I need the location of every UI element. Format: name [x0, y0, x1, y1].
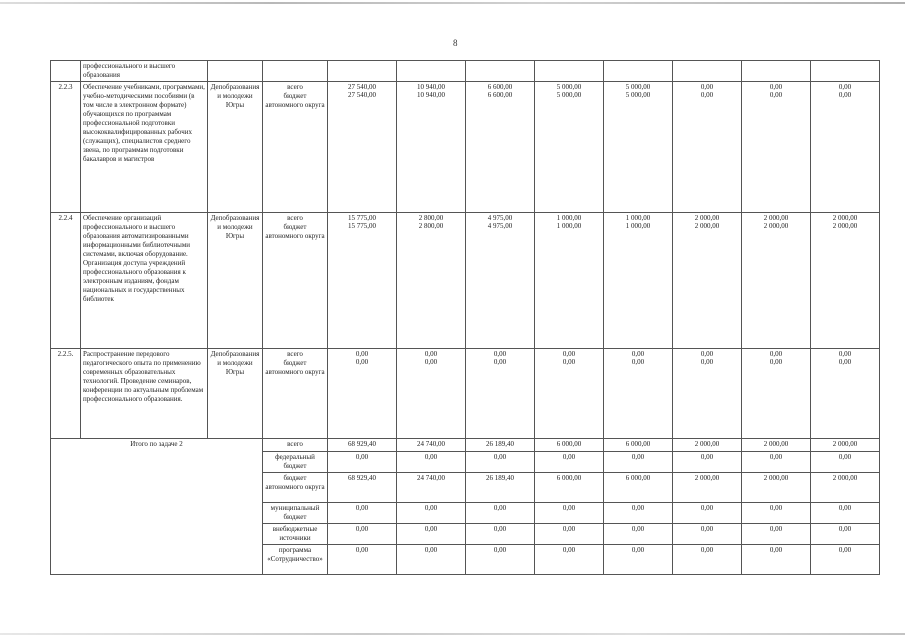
total-value: 0,00	[535, 524, 604, 545]
total-value: 0,00	[397, 524, 466, 545]
value-cell: 0,00 0,00	[742, 349, 811, 439]
total-value: 0,00	[673, 452, 742, 473]
value-cell: 2 800,00 2 800,00	[397, 213, 466, 349]
value-cell: 0,00 0,00	[742, 82, 811, 213]
total-value: 6 000,00	[535, 439, 604, 452]
total-value: 0,00	[328, 503, 397, 524]
row-executor: Депобразования и молодежи Югры	[208, 213, 263, 349]
total-value: 0,00	[535, 503, 604, 524]
total-value: 0,00	[604, 503, 673, 524]
value-cell: 27 540,00 27 540,00	[328, 82, 397, 213]
total-value: 0,00	[742, 452, 811, 473]
table-row	[51, 349, 880, 439]
row-description: Обеспечение организаций профессионального и высшего образования автоматизированными информационными библиотечными системами, включая оборудование. Организация доступа учреждений профессионального образования к электронным изданиям, фондам национальных и государственных библиотек	[81, 213, 208, 349]
value-cell: 1 000,00 1 000,00	[604, 213, 673, 349]
value-cell: 5 000,00 5 000,00	[604, 82, 673, 213]
source-regional: бюджет автономного округа	[265, 359, 325, 376]
total-value: 0,00	[673, 524, 742, 545]
total-value: 2 000,00	[811, 439, 880, 452]
total-value: 0,00	[328, 452, 397, 473]
total-value: 2 000,00	[673, 439, 742, 452]
total-value: 0,00	[466, 524, 535, 545]
row-id: 2.2.4	[51, 213, 81, 349]
scan-edge-bottom	[0, 633, 905, 635]
total-value: 6 000,00	[604, 439, 673, 452]
total-value: 0,00	[466, 503, 535, 524]
total-value: 2 000,00	[742, 439, 811, 452]
total-value: 0,00	[742, 503, 811, 524]
total-value: 0,00	[673, 545, 742, 575]
row-id-cell	[51, 61, 81, 82]
total-value: 68 929,40	[328, 439, 397, 452]
total-value: 0,00	[604, 452, 673, 473]
total-value: 24 740,00	[397, 473, 466, 503]
total-value: 0,00	[604, 545, 673, 575]
value-cell: 0,00 0,00	[397, 349, 466, 439]
value-cell: 6 600,00 6 600,00	[466, 82, 535, 213]
row-sources	[263, 349, 328, 439]
total-value: 0,00	[535, 545, 604, 575]
total-value: 26 189,40	[466, 439, 535, 452]
value-cell: 0,00 0,00	[811, 82, 880, 213]
total-value: 0,00	[811, 452, 880, 473]
value-cell: 0,00 0,00	[328, 349, 397, 439]
total-value: 0,00	[811, 524, 880, 545]
page-number: 8	[453, 38, 458, 48]
total-source: внебюджетные источники	[263, 524, 328, 545]
source-regional: бюджет автономного округа	[265, 223, 325, 240]
value-cell: 4 975,00 4 975,00	[466, 213, 535, 349]
row-id: 2.2.3	[51, 82, 81, 213]
value-cell: 2 000,00 2 000,00	[742, 213, 811, 349]
value-cell: 0,00 0,00	[673, 82, 742, 213]
row-id: 2.2.5.	[51, 349, 81, 439]
total-value: 0,00	[742, 524, 811, 545]
total-value: 2 000,00	[811, 473, 880, 503]
value-cell: 2 000,00 2 000,00	[673, 213, 742, 349]
value-cell: 0,00 0,00	[466, 349, 535, 439]
total-value: 6 000,00	[535, 473, 604, 503]
total-value: 0,00	[535, 452, 604, 473]
total-source: всего	[263, 439, 328, 452]
total-value: 24 740,00	[397, 439, 466, 452]
row-executor: Депобразования и молодежи Югры	[208, 82, 263, 213]
total-value: 6 000,00	[604, 473, 673, 503]
row-description: Распространение передового педагогического опыта по применению современных образовательных технологий. Проведение семинаров, конференции по актуальным проблемам профессионального образования.	[81, 349, 208, 439]
row-executor: Депобразования и молодежи Югры	[208, 349, 263, 439]
total-row	[51, 439, 880, 452]
value-cell: 2 000,00 2 000,00	[811, 213, 880, 349]
total-value: 0,00	[466, 545, 535, 575]
source-total: всего	[287, 83, 303, 91]
value-cell: 1 000,00 1 000,00	[535, 213, 604, 349]
total-source: бюджет автономного округа	[263, 473, 328, 503]
value-cell: 5 000,00 5 000,00	[535, 82, 604, 213]
total-value: 0,00	[811, 503, 880, 524]
total-value: 0,00	[466, 452, 535, 473]
total-source: федеральный бюджет	[263, 452, 328, 473]
value-cell: 0,00 0,00	[673, 349, 742, 439]
total-value: 0,00	[397, 452, 466, 473]
total-value: 0,00	[397, 503, 466, 524]
total-value: 0,00	[811, 545, 880, 575]
total-value: 0,00	[328, 545, 397, 575]
total-value: 26 189,40	[466, 473, 535, 503]
budget-table	[50, 60, 880, 575]
total-value: 68 929,40	[328, 473, 397, 503]
total-value: 0,00	[742, 545, 811, 575]
row-description: Обеспечение учебниками, программами, учебно-методическими пособиями (в том числе в электронном формате) обучающихся по программам профессиональной подготовки высококвалифицированных рабочих (служащих), специалистов среднего звена, по программам подготовки бакалавров и магистров	[81, 82, 208, 213]
total-value: 0,00	[397, 545, 466, 575]
source-regional: бюджет автономного округа	[265, 92, 325, 109]
table-row	[51, 213, 880, 349]
source-total: всего	[287, 350, 303, 358]
value-cell: 0,00 0,00	[604, 349, 673, 439]
row-sources	[263, 82, 328, 213]
value-cell: 10 940,00 10 940,00	[397, 82, 466, 213]
total-value: 0,00	[673, 503, 742, 524]
total-value: 2 000,00	[742, 473, 811, 503]
value-cell: 0,00 0,00	[535, 349, 604, 439]
total-source: программа «Сотрудничество»	[263, 545, 328, 575]
total-value: 0,00	[604, 524, 673, 545]
table-row-continuation	[51, 61, 880, 82]
source-total: всего	[287, 214, 303, 222]
value-cell: 15 775,00 15 775,00	[328, 213, 397, 349]
total-value: 0,00	[328, 524, 397, 545]
value-cell: 0,00 0,00	[811, 349, 880, 439]
total-value: 2 000,00	[673, 473, 742, 503]
total-source: муниципальный бюджет	[263, 503, 328, 524]
total-label: Итого по задаче 2	[51, 439, 263, 575]
row-description: профессионального и высшего образования	[81, 61, 208, 82]
row-sources	[263, 213, 328, 349]
table-row	[51, 82, 880, 213]
scan-edge-top	[0, 2, 905, 4]
